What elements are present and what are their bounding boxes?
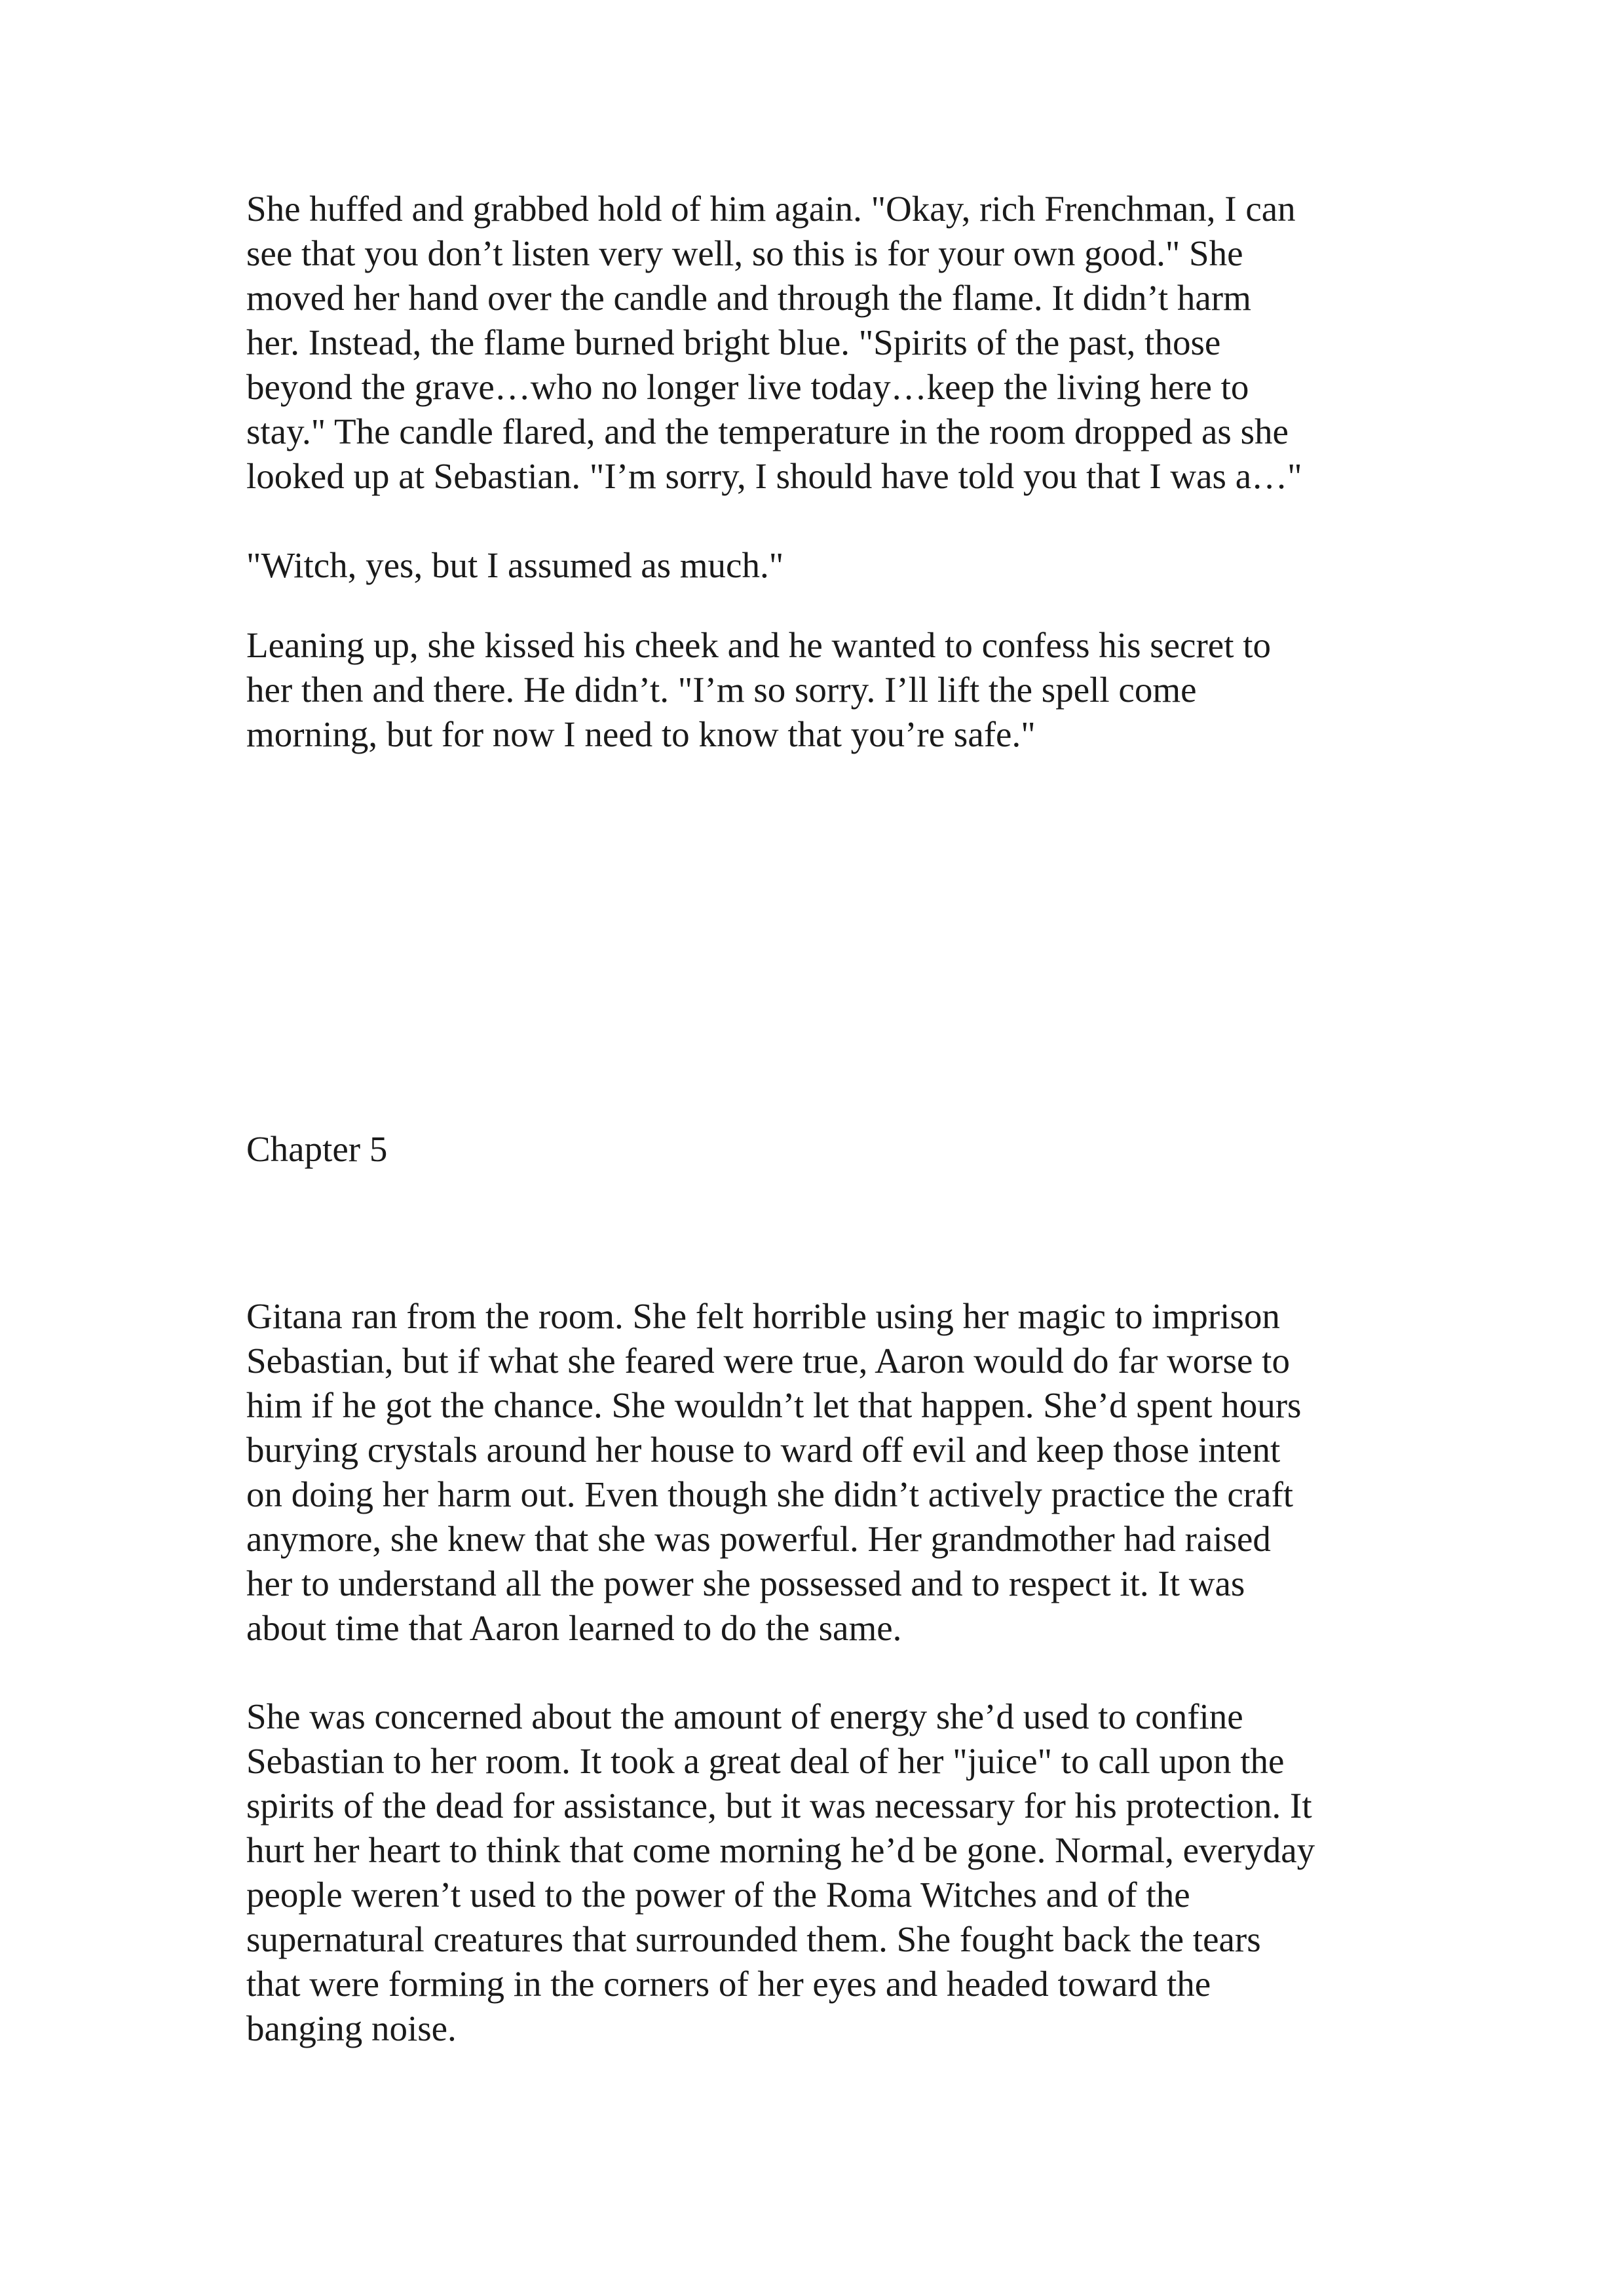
- chapter-title: Chapter 5: [246, 1129, 388, 1169]
- text-line: Sebastian to her room. It took a great deal of her "juice" to call upon the: [246, 1741, 1285, 1781]
- text-line: Sebastian, but if what she feared were true, Aaron would do far worse to: [246, 1341, 1290, 1381]
- paragraph-kiss: [246, 623, 1399, 757]
- text-line: her to understand all the power she possessed and to respect it. It was: [246, 1563, 1245, 1603]
- text-line: her then and there. He didn’t. "I’m so sorry. I’ll lift the spell come: [246, 670, 1197, 710]
- text-line: beyond the grave…who no longer live today…keep the living here to: [246, 367, 1249, 407]
- chapter-heading: [246, 1127, 1399, 1172]
- paragraph-witch-reply: [246, 543, 1399, 588]
- text-line: moved her hand over the candle and through the flame. It didn’t harm: [246, 278, 1251, 318]
- text-line: morning, but for now I need to know that you’re safe.": [246, 714, 1036, 754]
- text-line: hurt her heart to think that come morning he’d be gone. Normal, everyday: [246, 1830, 1315, 1870]
- text-line: Leaning up, she kissed his cheek and he wanted to confess his secret to: [246, 625, 1272, 665]
- text-line: people weren’t used to the power of the Roma Witches and of the: [246, 1875, 1190, 1915]
- text-line: supernatural creatures that surrounded them. She fought back the tears: [246, 1919, 1261, 1959]
- text-line: on doing her harm out. Even though she didn’t actively practice the craft: [246, 1474, 1294, 1514]
- text-line: banging noise.: [246, 2008, 457, 2048]
- text-line: burying crystals around her house to ward off evil and keep those intent: [246, 1430, 1281, 1470]
- text-line: him if he got the chance. She wouldn’t let that happen. She’d spent hours: [246, 1385, 1302, 1425]
- paragraph-spell-casting: [246, 187, 1399, 499]
- text-line: spirits of the dead for assistance, but it was necessary for his protection. It: [246, 1786, 1312, 1826]
- text-line: that were forming in the corners of her eyes and headed toward the: [246, 1964, 1211, 2004]
- text-line: Gitana ran from the room. She felt horrible using her magic to imprison: [246, 1296, 1280, 1336]
- text-line: She was concerned about the amount of energy she’d used to confine: [246, 1696, 1243, 1736]
- text-line: her. Instead, the flame burned bright blue. "Spirits of the past, those: [246, 322, 1221, 362]
- text-line: She huffed and grabbed hold of him again. "Okay, rich Frenchman, I can: [246, 189, 1296, 229]
- text-line: looked up at Sebastian. "I’m sorry, I should have told you that I was a…": [246, 456, 1302, 496]
- text-line: stay." The candle flared, and the temperature in the room dropped as she: [246, 411, 1289, 451]
- text-line: "Witch, yes, but I assumed as much.": [246, 545, 784, 585]
- paragraph-energy-concern: [246, 1694, 1399, 2051]
- paragraph-gitana-ran: [246, 1294, 1399, 1651]
- text-line: see that you don’t listen very well, so this is for your own good." She: [246, 233, 1243, 273]
- text-line: about time that Aaron learned to do the same.: [246, 1608, 902, 1648]
- text-line: anymore, she knew that she was powerful. Her grandmother had raised: [246, 1519, 1271, 1559]
